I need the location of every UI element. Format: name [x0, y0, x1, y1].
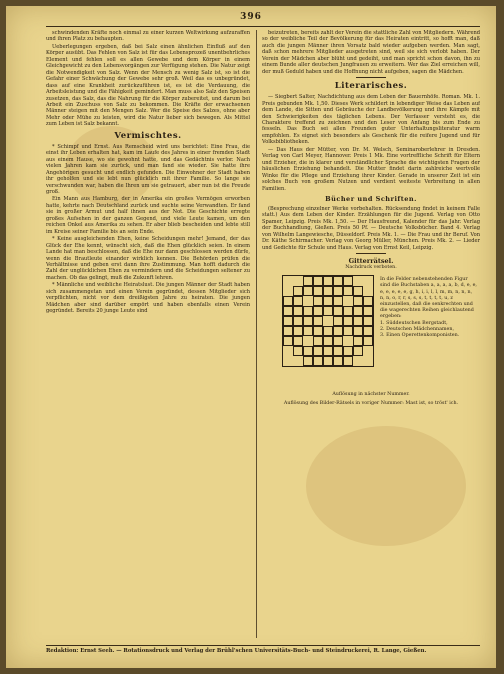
newspaper-page: [6, 6, 496, 668]
section-title-vermischtes: Vermischtes.: [114, 130, 182, 141]
grid-cell: [283, 356, 293, 366]
grid-cell: [293, 326, 303, 336]
grid-cell: [363, 336, 373, 346]
riddle-clue: 3. Einen Operettenkomponisten.: [380, 332, 460, 338]
grid-cell: [293, 356, 303, 366]
grid-cell: [353, 356, 363, 366]
grid-cell: [283, 276, 293, 286]
grid-cell: [313, 296, 323, 306]
grid-cell: [293, 286, 303, 296]
riddle-title: Gitterrätsel.: [348, 257, 394, 266]
grid-cell: [353, 336, 363, 346]
grid-cell: [283, 286, 293, 296]
grid-cell: [313, 326, 323, 336]
grid-cell: [343, 286, 353, 296]
grid-cell: [333, 326, 343, 336]
grid-cell: [303, 346, 313, 356]
riddle-clue: In die Felder nebenstehenden Figur sind die Buchstaben a, a, a, a, b, d, e, e, e, e, e, e, e, g, h, i, i, l, l, m, m, n, n, n, n, n, o, r, r, s, s, s, t, t, t, t, u, z einzustellen, daß die senkrechten und die wagerechten Reihen gleichlautend ergeben:: [380, 277, 477, 320]
grid-cell: [323, 316, 333, 326]
section-title-literarisches: Literarisches.: [334, 81, 408, 92]
grid-cell: [343, 306, 353, 316]
grid-cell: [343, 316, 353, 326]
grid-cell: [303, 336, 313, 346]
riddle-solution: Auflösung des Bilder-Rätsels in voriger Nummer: Mast ist, so tröst' ich.: [283, 401, 459, 407]
grid-cell: [333, 346, 343, 356]
header-rule: [46, 26, 480, 27]
grid-cell: [303, 326, 313, 336]
riddle-clue: 1. Süddeutschen Bergstadt,: [380, 320, 448, 326]
grid-cell: [363, 296, 373, 306]
right-column: [262, 30, 480, 638]
riddle-footer: Auflösung in nächster Nummer.: [332, 392, 410, 398]
grid-cell: [313, 276, 323, 286]
grid-cell: [283, 306, 293, 316]
riddle-grid: [282, 275, 374, 367]
grid-cell: [343, 276, 353, 286]
grid-cell: [293, 316, 303, 326]
grid-cell: [363, 316, 373, 326]
divider: [356, 253, 386, 254]
divider: [356, 77, 386, 78]
grid-cell: [303, 296, 313, 306]
grid-cell: [353, 276, 363, 286]
grid-cell: [343, 296, 353, 306]
grid-cell: [283, 336, 293, 346]
grid-cell: [323, 276, 333, 286]
grid-cell: [313, 346, 323, 356]
grid-cell: [303, 316, 313, 326]
grid-cell: [343, 336, 353, 346]
grid-cell: [293, 336, 303, 346]
grid-cell: [303, 356, 313, 366]
grid-cell: [293, 306, 303, 316]
column-divider: [256, 30, 257, 638]
grid-cell: [313, 316, 323, 326]
grid-cell: [323, 336, 333, 346]
grid-cell: [313, 286, 323, 296]
grid-cell: [343, 356, 353, 366]
grid-cell: [313, 336, 323, 346]
riddle-clues: [380, 277, 478, 339]
grid-cell: [333, 336, 343, 346]
paragraph: beizutreten, bereits zahlt der Verein die stattliche Zahl von Mitgliedern. Während so der weibliche Teil der Bevölkerung für das Heiraten eintritt, so hofft man, daß auch die jungen Männer ihren Vorsatz bald wieder aufgeben werden. Man sagt, daß schon mehrere Mitglieder ausgetreten sind, weil sie sich verlobt haben. Der Verein der Mädchen aber blüht und gedeiht, und man spricht schon davon, ihn zu einem Bunde aller deutschen Jungfrauen zu erweitern. Wer das Ziel erreichen will, der muß Geduld haben und die Hoffnung nicht aufgeben, sagen die Mädchen.: [262, 30, 480, 75]
grid-cell: [353, 286, 363, 296]
grid-cell: [363, 356, 373, 366]
grid-cell: [333, 306, 343, 316]
grid-cell: [293, 296, 303, 306]
grid-cell: [363, 326, 373, 336]
grid-cell: [323, 286, 333, 296]
paragraph: * Schimpf und Ernst. Aus Remscheid wird uns berichtet: Eine Frau, die einst ihr Leben erhalten hat, kam im Laufe des Jahres in einer fremden Stadt aus einem Hause, wo sie gewohnt hatte, und das Gedächtnis verlor. Nach vielen Jahren kam sie zurück, und man fand sie wieder. Sie hatte ihre Angehörigen gesucht und endlich gefunden. Die Einwohner der Stadt haben ihr geholfen und sie lebt nun glücklich mit ihrer Familie. So lange sie verschwunden war, haben die Ihren um sie getrauert, aber nun ist die Freude groß.: [46, 143, 250, 195]
section-title-buecher: Bücher und Schriften.: [325, 194, 417, 203]
grid-cell: [303, 276, 313, 286]
grid-cell: [343, 346, 353, 356]
page-number: 396: [240, 12, 262, 22]
paragraph: * Männliche und weibliche Heiratslust. Die jungen Männer der Stadt haben sich zusammengetan und einen Verein gegründet, dessen Mitglieder sich verpflichten, nicht vor dem dreißigsten Jahre zu heiraten. Die jungen Mädchen aber sind darüber empört und haben ebenfalls einen Verein gegründet. Bereits 20 junge Leute sind: [46, 282, 250, 315]
grid-cell: [333, 316, 343, 326]
grid-cell: [323, 356, 333, 366]
paragraph: Ueberlegungen ergeben, daß bei Salz einen ähnlichen Einfluß auf den Körper ausübt. Das Fehlen von Salz ist für das Lebensprozeß unentbehrliches Element und fehlen soll es allen Gewebe und dem Körper in einem Gleichgewicht zu den Lebensvorgängen zur Verfügung stehen. Die Natur zeigt die Notwendigkeit von Salz. Wenn der Mensch zu wenig Salz ist, so ist die Gefahr einer Schwächung der Gewebe sehr groß. Weil das es unbegründet, dass auf eine Krankheit zurückzuführen ist, es ist die Verdauung, die Arbeitsleistung und die Fähigkeit gemindert. Man muss also Salz den Speisen zusetzen, das Salz, das die Nahrung für die Körper zubereitet, und darum bei Arbeit ein Zuschuss von Salz zu bekommen. Die Kräfte der erwachsenen Männer steigen mit den Mengen Salz. Wer die Speise des Salzes, ohne aber Mehr oder Mühe zu leisten, wird die Natur lieber sich bewegen. Als Mittel zum Leben ist Salz bekannt.: [46, 43, 250, 128]
grid-cell: [353, 326, 363, 336]
grid-cell: [323, 306, 333, 316]
grid-cell: [313, 356, 323, 366]
grid-cell: [363, 286, 373, 296]
grid-cell: [353, 306, 363, 316]
grid-cell: [363, 346, 373, 356]
grid-cell: [323, 346, 333, 356]
page-footer: Redaktion: Ernst Seeh. — Rotationsdruck und Verlag der Brühl'schen Universitäts-Buch- und Steindruckerei, R. Lange, Gießen.: [46, 645, 480, 654]
grid-cell: [283, 316, 293, 326]
grid-cell: [353, 296, 363, 306]
grid-cell: [333, 276, 343, 286]
grid-cell: [363, 306, 373, 316]
paragraph: * Keine ausgleichenden Ehen, keine Scheidungen mehr! Jemand, der das Glück der Ehe kennt, wünscht sich, daß die Ehen glücklich seien. In einem Lande hat man beschlossen, daß die Ehe nur dann geschlossen werden dürfe, wenn die Brautleute einander wirklich kennen. Die Behörden prüfen die Verhältnisse und geben erst dann ihre Zustimmung. Man hofft dadurch die Zahl der unglücklichen Ehen zu vermindern und die Scheidungen seltener zu machen. Ob das gelingt, muß die Zukunft lehren.: [46, 236, 250, 281]
paragraph: — Das Haus der Mütter, von Dr. M. Welsch, Seminaroberlehrer in Dresden. Verlag von Carl Meyer, Hannover. Preis 1 Mk. Eine vortreffliche Schrift für Eltern und Erzieher, die in klarer und verständlicher Sprache die wichtigsten Fragen der häuslichen Erziehung behandelt. Die Mutter findet darin zahlreiche wertvolle Winke für die Pflege und Erziehung ihrer Kinder. Gerade in unserer Zeit ist ein solches Buch von großem Nutzen und verdient weiteste Verbreitung in allen Familien.: [262, 146, 480, 192]
riddle-clue: 2. Deutschen Mädchennamen,: [380, 326, 454, 332]
grid-cell: [323, 296, 333, 306]
left-column: [46, 30, 250, 638]
paragraph: — Siegbert Salter, Nachdichtung aus dem Leben der Bauernhöfe. Roman. Mk. 1. Preis gebunden Mk. 1,50. Dieses Werk schildert in lebendiger Weise das Leben auf dem Lande, die Sitten und Gebräuche der Landbevölkerung und ihre Kämpfe mit den Schwierigkeiten des täglichen Lebens. Der Verfasser versteht es, die Charaktere treffend zu zeichnen und den Leser von Anfang bis zum Ende zu fesseln. Das Buch sei allen Freunden guter Unterhaltungsliteratur warm empfohlen. Es eignet sich besonders als Geschenk für die reifere Jugend und für Volksbibliotheken.: [262, 94, 480, 146]
grid-cell: [303, 306, 313, 316]
grid-cell: [283, 296, 293, 306]
grid-cell: [353, 316, 363, 326]
riddle-block: [262, 273, 480, 391]
grid-cell: [293, 276, 303, 286]
grid-cell: [333, 296, 343, 306]
grid-cell: [363, 276, 373, 286]
grid-cell: [343, 326, 353, 336]
grid-cell: [333, 286, 343, 296]
grid-cell: [283, 326, 293, 336]
paragraph: schwindenden Kräfte noch einmal zu einer kurzen Weltwirkung aufzuraffen und ihren Platz zu behaupten.: [46, 30, 250, 43]
paragraph: (Besprechung einzelner Werke vorbehalten. Rücksendung findet in keinem Falle statt.) Aus dem Leben der Kinder. Erzählungen für die Jugend. Verlag von Otto Spamer, Leipzig. Preis Mk. 1,50. — Der Hausfreund, Kalender für das Jahr. Verlag der Buchhandlung, Gießen. Preis 50 Pf. — Deutsche Volksbücher. Band 4. Verlag von Wilhelm Langewiesche, Düsseldorf. Preis Mk. 1. — Die Frau und ihr Beruf. Von Dr. Käthe Schirmacher. Verlag von Georg Müller, München. Preis Mk. 2. — Lieder und Gedichte für Schule und Haus. Verlag von Ernst Keil, Leipzig.: [262, 205, 480, 251]
riddle-subtitle: Nachdruck verboten.: [345, 265, 397, 271]
grid-cell: [323, 326, 333, 336]
grid-cell: [333, 356, 343, 366]
grid-cell: [293, 346, 303, 356]
grid-cell: [283, 346, 293, 356]
grid-cell: [353, 346, 363, 356]
grid-cell: [303, 286, 313, 296]
grid-cell: [313, 306, 323, 316]
paragraph: Ein Mann aus Hamburg, der in Amerika ein großes Vermögen erworben hatte, kehrte nach Deutschland zurück und suchte seine Verwandten. Er fand sie in großer Armut und half ihnen aus der Not. Die Geschichte erregte großes Aufsehen in der ganzen Gegend, und viele Leute kamen, um den reichen Onkel aus Amerika zu sehen. Er aber blieb bescheiden und lebte still im Kreise seiner Familie bis an sein Ende.: [46, 196, 250, 235]
